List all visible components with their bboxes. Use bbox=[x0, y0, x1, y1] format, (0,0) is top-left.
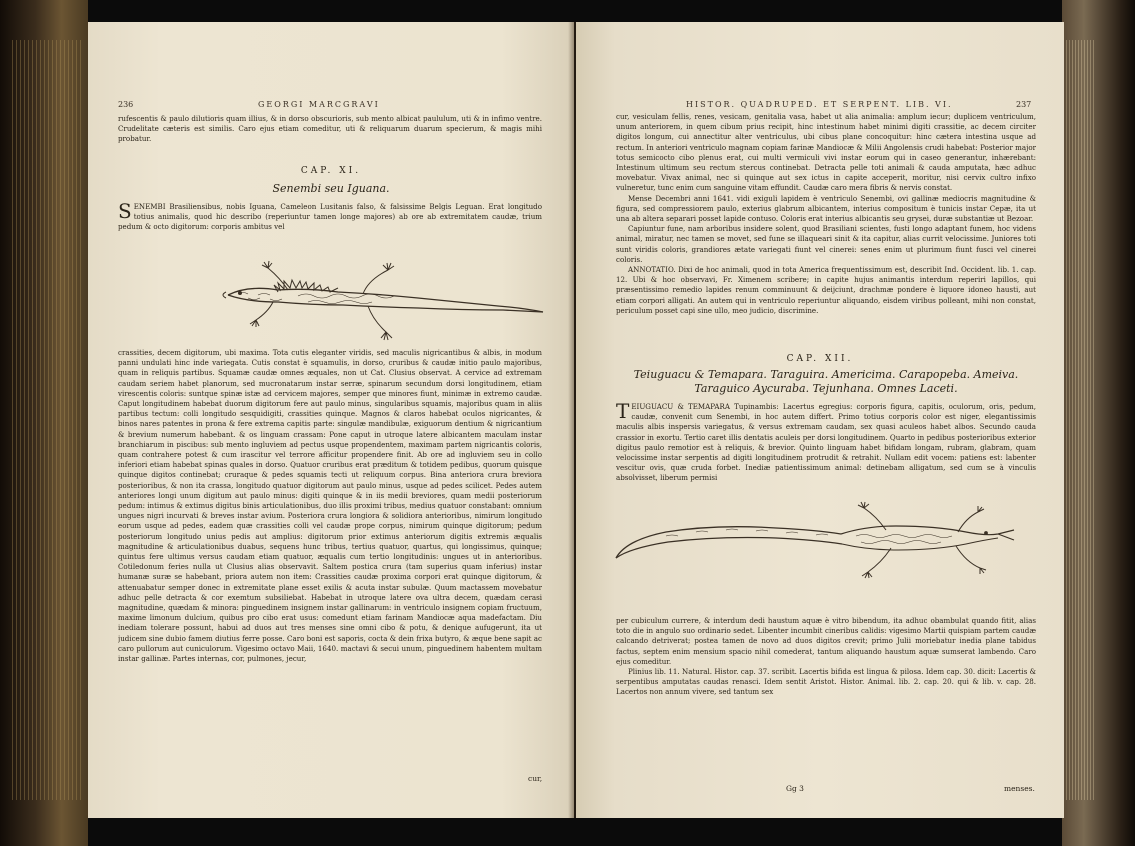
right-para-five-text: EIUGUACU & TEMAPARA Tupinambis: Lacertus egregius: corporis figura, capitis, oculorum, oris, pedum, caudæ, convenit cum Senembi, in hoc autem differt. Primo totius corporis color est niger, elegantissimis maculis albis inspersis variegatus, & versus extremam caudam, sex quasi aculeos habet albos. Secundo cauda crassior in exortu. Tertio caret illis dentatis aculeis per dorsi longitudinem. Quarto in pedibus posterioribus exterior digitus paulo remotior est à reliquis, & brevior. Quinto linguam habet bifidam longam, rubram, glabram, quam velocissime instar serpentis ad digiti longitudinem protrudit & retrahit. Nullam edit vocem: patiens est: labenter vescitur ovis, quæ cruda forbet. Inediæ patientissimum animal: detinebam alligatum, sed cum se à vinculis absolvisset, liberum permisi bbox=[616, 402, 1036, 483]
drop-capital-s: S bbox=[118, 202, 132, 223]
chapter-title-right: Teiuguacu & Temapara. Taraguira. Americima. Carapopeba. Ameiva. Taraguico Aycuraba. Tejunhana. Omnes Laceti. bbox=[633, 368, 1019, 395]
left-page-edges bbox=[12, 40, 82, 800]
lizard-illustration bbox=[606, 500, 1026, 610]
right-page-edges bbox=[1066, 40, 1096, 800]
right-para-four-text: ANNOTATIO. Dixi de hoc animali, quod in tota America frequentissimum est, describit Ind. Occident. lib. 1. cap. 12. Ubi & hoc observavi, Fr. Ximenem scribere; in capite hujus animantis interdum reperiri lapillos, qui præsentissimo remedio lapides renum comminuunt & deijciunt, drachmæ pondere è liquore idoneo hausti, aut etiam corpori alligati. An autem qui in ventriculo reperiuntur aliquando, eisdem viribus polleant, mihi non constat, periculum posset capi sine ullo, meo judicio, discrimine. bbox=[616, 265, 1036, 315]
catchword-left: cur, bbox=[528, 774, 543, 783]
left-page bbox=[88, 22, 574, 818]
drop-capital-t: T bbox=[616, 402, 630, 423]
right-para-two-text: Mense Decembri anni 1641. vidi exiguli lapidem è ventriculo Senembi, ovi gallinæ mediocris magnitudine & figura, sed compressiorem paulo, exterius glabrum albicantem, interius compositum è tunicis instar Cepæ, ita ut una ab altera separari posset lapide contuso. Coloris erat interius albicantis seu grysei, duræ substantiæ ut Bezoar. bbox=[616, 193, 1036, 224]
left-para-intro bbox=[118, 202, 542, 244]
right-para-five bbox=[616, 402, 1036, 494]
right-text-lower bbox=[616, 616, 1036, 776]
chapter-label-left: CAP. XI. bbox=[300, 166, 362, 176]
chapter-label-right: CAP. XII. bbox=[786, 354, 854, 364]
right-page bbox=[576, 22, 1064, 818]
right-para-seven-text: Plinius lib. 11. Natural. Histor. cap. 37. scribit. Lacertis bifida est lingua & pilosa. Idem cap. 30. dicit: Lacertis & serpentibus amputatas caudas renasci. Idem sentit Aristot. Histor. Animal. lib. 2. cap. 20. qui & lib. v. cap. 28. Lacertos non annum vivere, sed tantum sex bbox=[616, 667, 1036, 697]
left-intro-text: ENEMBI Brasiliensibus, nobis Iguana, Cameleon Lusitanis falso, & falsissime Belgis Leguan. Erat longitudo totius animalis, quod hic describo (reperiuntur tamen longe majores) ab ore ab extremitatem caudæ, trium pedum & octo digitorum: corporis ambitus vel bbox=[118, 202, 542, 232]
left-para-top-text: rufescentis & paulo dilutioris quam illius, & in dorso obscurioris, sub mento albicat paululum, uti & in infimo ventre. Crudelitate cæteris est similis. Caro ejus etiam comeditur, uti & reliquarum duarum specierum, & magis mihi probatur. bbox=[118, 114, 542, 144]
right-para-three-text: Capiuntur fune, nam arboribus insidere solent, quod Brasiliani scientes, fusti longo adaptant funem, hoc videns animal, miratur, nec tamen se movet, sed fune se illaqueari sinit & ita capitur, alias currit velocissime. Juniores toti sunt viridis coloris, grandiores ætate variegati fiunt vel cinerei: senes enim ut plurimum fiunt fusci vel cinerei coloris. bbox=[616, 224, 1036, 264]
iguana-illustration bbox=[218, 250, 548, 345]
left-para-body bbox=[118, 348, 542, 768]
running-head-right: HISTOR. QUADRUPED. ET SERPENT. LIB. VI. bbox=[686, 100, 953, 109]
right-para-six-text: per cubiculum currere, & interdum dedi haustum aquæ è vitro bibendum, ita adhuc obambulat quando fitit, alias toto die in angulo suo ordinario sedet. Libenter incumbit cineribus calidis: vigesimo Martii quispiam partem caudæ calcando detriverat; postea tamen de novo ad duos digitos crevit; primo Julii moriebatur inedia plane tabidus factus, septem enim mensium spacio nihil comederat, tantum aliquando haustum aquæ sumserat lambendo. Caro ejus comeditur. bbox=[616, 616, 1036, 666]
running-head-left: GEORGI MARCGRAVI bbox=[258, 100, 380, 109]
page-number-left: 236 bbox=[118, 100, 134, 109]
page-number-right: 237 bbox=[1016, 100, 1032, 109]
catchword-right: menses. bbox=[1004, 784, 1035, 793]
left-body-text: crassities, decem digitorum, ubi maxima. Tota cutis eleganter viridis, sed maculis nigricantibus & albis, in modum panni undulati hinc inde variegata. Cutis constat è squamulis, in dorso, cruribus & caudæ initio paulo majoribus, quam in reliquis partibus. Squamæ caudæ omnes æquales, non ut Cat. Clusius observat. A cervice ad extremam caudam seriem habet planorum, sed mucronatarum instar serræ, spinarum secundum dorsi longitudinem, etiam virescentis coloris: suntque spinæ istæ ad cervicem majores, semper que minores fiunt, minimæ in extremo caudæ. Caput longitudinem habebat duorum digitorum fere aut paulo minus, singularibus squamis, majoribus quam in aliis partibus tectum: colli longitudo sesquidigiti, crassities quinque. Magnos & claros habebat oculos nigricantes, & binos nares patentes in prona & fere extrema capitis parte: singulæ mandibulæ, exiguorum dentium & nigricantium & brevium numerum habebant. & os linguam crassam: Pone caput in utroque latere albicantem maculam instar branchiarum in piscibus: sub mento ingluviem ad pectus usque propendentem, maximam partem nigricantis coloris, quam contrahere potest & cum irascitur vel terrore afficitur propendere finit. Ab ore ad ingluviem seu in collo inferiori etiam habebat spinas quales in dorso. Quatuor cruribus erat præditum & totidem pedibus, quorum quisque quinque digitos continebat; cruraque & pedes squamis tecti ut reliquum corpus. Bina anteriora crura breviora posterioribus, & non ita crassa, longitudo quatuor digitorum aut paulo minus, usque ad pedes scilicet. Pedes autem anteriores longi unum digitum aut paulo minus: digiti quinque & in iis medii breviores, quam medii posteriorum pedum: intimus & extimus digitus binis articulationibus, duo illis proximi tribus, medius quatuor constabant: omnium ungues nigri incurvati & breves instar avium. Posteriora crura longiora & solidiora anterioribus, nimirum longitudo eorum usque ad pedes, eadem quæ crassities colli vel caudæ prope corpus, nimirum quinque digitorum; pedum posteriorum longitudo unius pedis aut amplius: digitorum prior extimus anteriorum digitis extremis æqualis magnitudine & articulationibus duabus, sequens hunc tribus, tertius quatuor, quartus, qui longissimus, quinque; quintus fere ultimus versus caudam etiam quatuor, æqualis cum tertio longitudinis: ungues ut in anterioribus. Cotiledonum feries nulla ut Clusius alias observavit. Saltem postica crura (tam superius quam inferius) instar humanæ suræ se habebant, priora autem non item: Crassities caudæ proxima corpori erat quinque digitorum, & attenuabatur semper donec in extremitate plane esset exilis & acuta instar subulæ. Quum mactassem movebatur adhuc pelle detracta & cor exemtum subsiliebat. Habebat in utroque latere ova ultra decem, quædam cerasi magnitudine, quædam & minora: pinguedinem insignem instar gallinarum: in ventriculo insignem copiam fructuum, maxime limonum dulcium, quibus pro cibo erat usus: comedunt etiam farinam Mandiocæ aqua madefactam. Diu inediam tolerare possunt, habui ad duos aut tres menses sine omni cibo & potu, & denique aufugerunt, ita ut judicem sine dubio famem diutius ferre posse. Caro boni est saporis, cocta & dein frixa butyro, & æque bene sapit ac caro pullorum aut cuniculorum. Vigesimo octavo Maii, 1640. mactavi & secui unum, pinguedinem habentem multam instar gallinæ. Partes internas, cor, pulmones, jecur, bbox=[118, 348, 542, 664]
chapter-title-left: Senembi seu Iguana. bbox=[272, 182, 390, 195]
right-para-top-text: cur, vesiculam fellis, renes, vesicam, genitalia vasa, habet ut alia animalia: amplum iecur; duplicem ventriculum, unum anteriorem, in quem cibum prius recipit, hinc intestinum habet minimi digiti crassitie, ac decem circiter digitos longum, cui annectitur alter ventriculus, ubi cibus plane concoquitur: hinc cætera intestina usque ad rectum. In anteriori ventriculo magnam copiam farinæ Mandiocæ & Milii Angolensis crudi habebat: Posterior major totus semicocto cibo plenus erat, cui multi vermiculi vivi instar eorum qui in caseo generantur, inhærebant: Intestinum ultimum seu rectum stercus continebat. Detracta pelle toti animali & cauda amputata, hæc adhuc movebatur. Vivax animal, nec si quinque aut sex ictus in capite acceperit, moritur, nisi cervix cultro infixo vulneretur, tunc enim cum sanguine vitam effundit. Caudæ caro mera fibris & nervis constat. bbox=[616, 112, 1036, 193]
signature-mark: Gg 3 bbox=[786, 784, 804, 793]
left-para-top bbox=[118, 114, 542, 145]
